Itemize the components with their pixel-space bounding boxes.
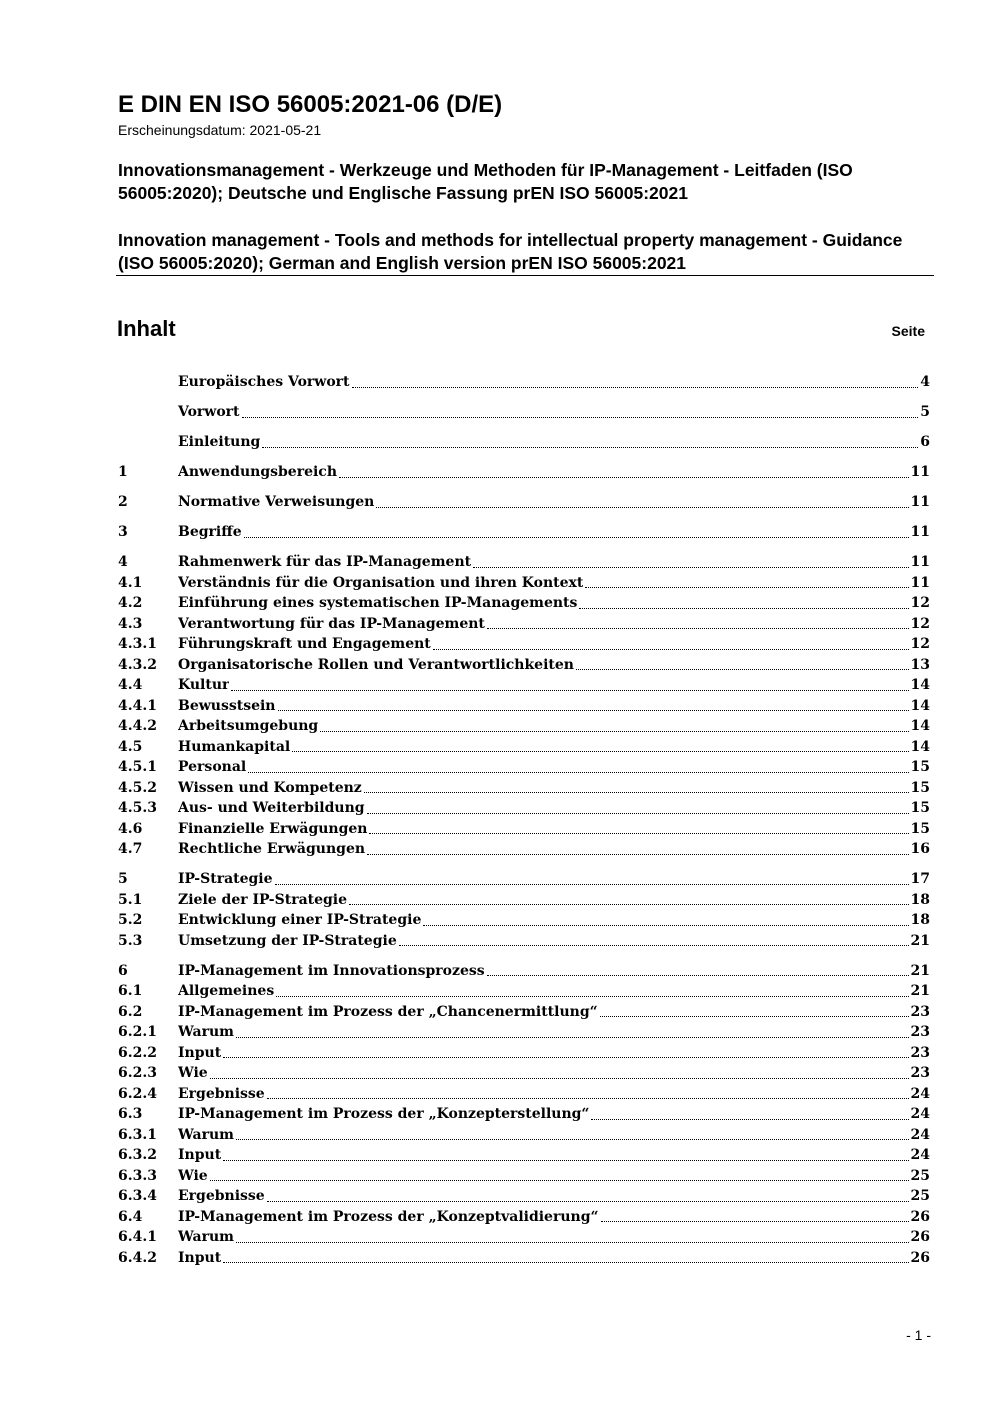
toc-entry-page: 23 xyxy=(910,1003,930,1020)
toc-entry[interactable] xyxy=(118,961,930,982)
toc-entry-page: 14 xyxy=(910,718,930,734)
toc-dot-leader xyxy=(487,975,909,976)
toc-entry-page: 24 xyxy=(910,1126,930,1143)
toc-entry[interactable] xyxy=(118,798,930,819)
toc-entry-title: Input xyxy=(178,1044,222,1061)
toc-entry[interactable] xyxy=(118,737,930,758)
toc-entry-number: 6.4.2 xyxy=(118,1249,157,1266)
toc-entry-title: Bewusstsein xyxy=(178,697,276,714)
toc-entry[interactable] xyxy=(118,1002,930,1023)
toc-dot-leader xyxy=(601,1221,909,1222)
toc-dot-leader xyxy=(244,537,909,538)
toc-entry-title: Warum xyxy=(178,1229,234,1245)
toc-entry-number: 6.3.1 xyxy=(118,1126,157,1143)
toc-entry-number: 4 xyxy=(118,554,128,570)
toc-entry[interactable] xyxy=(118,593,930,614)
toc-dot-leader xyxy=(262,447,918,448)
toc-entry-number: 6.2.3 xyxy=(118,1065,157,1081)
toc-entry[interactable] xyxy=(118,1084,930,1105)
toc-entry-title: Rechtliche Erwägungen xyxy=(178,841,366,857)
toc-entry[interactable] xyxy=(118,931,930,952)
toc-entry[interactable] xyxy=(118,1063,930,1084)
toc-entry-page: 11 xyxy=(910,494,930,510)
toc-entry-number: 6 xyxy=(118,962,128,979)
toc-dot-leader xyxy=(585,587,908,588)
toc-entry-number: 5 xyxy=(118,871,128,887)
toc-entry-title: Ergebnisse xyxy=(178,1085,265,1102)
toc-page-column-label: Seite xyxy=(891,323,925,339)
toc-entry-page: 25 xyxy=(910,1167,930,1184)
toc-dot-leader xyxy=(231,690,908,691)
toc-entry-number: 4.3.1 xyxy=(118,636,157,652)
toc-entry-page: 18 xyxy=(910,891,930,908)
toc-dot-leader xyxy=(236,1139,909,1140)
toc-dot-leader xyxy=(352,387,919,388)
toc-dot-leader xyxy=(210,1180,909,1181)
toc-entry-page: 12 xyxy=(910,636,930,652)
toc-entry-page: 14 xyxy=(910,697,930,714)
toc-entry-title: Aus- und Weiterbildung xyxy=(178,800,365,816)
toc-entry[interactable] xyxy=(118,1227,930,1248)
toc-entry[interactable] xyxy=(118,1043,930,1064)
toc-entry-page: 11 xyxy=(910,524,930,540)
toc-dot-leader xyxy=(369,833,908,834)
toc-entry-page: 26 xyxy=(910,1229,930,1245)
toc-entry-title: IP-Strategie xyxy=(178,871,273,887)
toc-entry[interactable] xyxy=(118,696,930,717)
toc-entry-title: IP-Management im Innovationsprozess xyxy=(178,962,485,979)
toc-dot-leader xyxy=(579,608,908,609)
table-of-contents xyxy=(118,372,930,1268)
toc-entry-page: 17 xyxy=(910,871,930,887)
toc-dot-leader xyxy=(487,628,909,629)
toc-entry[interactable] xyxy=(118,402,930,423)
toc-dot-leader xyxy=(248,772,908,773)
toc-entry-page: 12 xyxy=(910,615,930,632)
toc-entry-page: 11 xyxy=(910,464,930,480)
toc-entry-number: 4.5 xyxy=(118,738,143,755)
toc-entry-page: 26 xyxy=(910,1208,930,1225)
toc-entry-title: Rahmenwerk für das IP-Management xyxy=(178,554,472,570)
toc-entry[interactable] xyxy=(118,1145,930,1166)
toc-entry-page: 4 xyxy=(920,374,930,390)
toc-entry-page: 5 xyxy=(920,404,930,420)
toc-entry-page: 18 xyxy=(910,912,930,928)
toc-entry-number: 4.1 xyxy=(118,574,143,591)
toc-entry-number: 6.4 xyxy=(118,1208,143,1225)
toc-entry-number: 2 xyxy=(118,494,128,510)
toc-entry[interactable] xyxy=(118,910,930,931)
toc-entry-number: 4.2 xyxy=(118,595,143,611)
toc-entry-number: 4.4.1 xyxy=(118,697,157,714)
toc-entry-title: Finanzielle Erwägungen xyxy=(178,820,368,837)
toc-entry[interactable] xyxy=(118,890,930,911)
toc-entry-page: 6 xyxy=(920,434,930,450)
toc-dot-leader xyxy=(320,731,908,732)
toc-entry[interactable] xyxy=(118,462,930,483)
toc-entry-number: 4.5.3 xyxy=(118,800,157,816)
toc-entry-page: 13 xyxy=(910,656,930,673)
toc-entry-number: 5.3 xyxy=(118,932,143,949)
toc-entry-title: Input xyxy=(178,1249,222,1266)
toc-entry-number: 6.2.2 xyxy=(118,1044,157,1061)
toc-entry[interactable] xyxy=(118,1104,930,1125)
toc-entry[interactable] xyxy=(118,492,930,513)
toc-entry-title: Begriffe xyxy=(178,524,242,540)
toc-entry-page: 21 xyxy=(910,962,930,979)
toc-entry[interactable] xyxy=(118,1248,930,1269)
toc-entry-page: 23 xyxy=(910,1024,930,1040)
toc-entry-title: Warum xyxy=(178,1126,234,1143)
toc-entry-number: 6.3.3 xyxy=(118,1167,157,1184)
toc-dot-leader xyxy=(367,854,908,855)
toc-dot-leader xyxy=(364,792,909,793)
toc-entry-number: 5.2 xyxy=(118,912,143,928)
toc-entry-number: 4.5.1 xyxy=(118,759,157,775)
toc-dot-leader xyxy=(242,417,919,418)
toc-entry[interactable] xyxy=(118,1166,930,1187)
toc-entry-title: Personal xyxy=(178,759,247,775)
toc-entry-page: 14 xyxy=(910,677,930,693)
toc-dot-leader xyxy=(376,507,908,508)
toc-entry-title: Umsetzung der IP-Strategie xyxy=(178,932,397,949)
toc-entry-title: Wie xyxy=(178,1167,208,1184)
toc-entry[interactable] xyxy=(118,869,930,890)
toc-entry[interactable] xyxy=(118,778,930,799)
toc-entry-title: Führungskraft und Engagement xyxy=(178,636,431,652)
toc-entry-page: 15 xyxy=(910,779,930,796)
toc-entry-title: Verständnis für die Organisation und ihren Kontext xyxy=(178,574,584,591)
toc-dot-leader xyxy=(275,884,909,885)
toc-entry-page: 15 xyxy=(910,820,930,837)
toc-entry[interactable] xyxy=(118,522,930,543)
toc-dot-leader xyxy=(276,996,908,997)
toc-dot-leader xyxy=(349,904,908,905)
toc-entry-title: Einführung eines systematischen IP-Managements xyxy=(178,595,578,611)
toc-heading: Inhalt xyxy=(117,316,176,341)
toc-entry-page: 12 xyxy=(910,595,930,611)
toc-entry-number: 4.3.2 xyxy=(118,656,157,673)
title-divider xyxy=(116,275,934,276)
toc-entry-title: Vorwort xyxy=(178,404,240,420)
toc-entry-title: Normative Verweisungen xyxy=(178,494,375,510)
toc-entry[interactable] xyxy=(118,614,930,635)
title-german: Innovationsmanagement - Werkzeuge und Methoden für IP-Management - Leitfaden (ISO 56005:2020); Deutsche und Englische Fassung prEN ISO 56005:2021 xyxy=(118,160,853,203)
toc-entry-title: IP-Management im Prozess der „Chancenermittlung“ xyxy=(178,1003,598,1020)
document-id: E DIN EN ISO 56005:2021-06 (D/E) xyxy=(118,91,503,118)
title-english: Innovation management - Tools and methods for intellectual property management - Guidance (ISO 56005:2020); German and English version prEN ISO 56005:2021 xyxy=(118,230,903,273)
toc-entry[interactable] xyxy=(118,981,930,1002)
page-number: - 1 - xyxy=(906,1327,931,1343)
toc-dot-leader xyxy=(223,1262,908,1263)
toc-entry-page: 24 xyxy=(910,1085,930,1102)
toc-dot-leader xyxy=(236,1242,909,1243)
toc-dot-leader xyxy=(339,477,909,478)
toc-entry-title: Europäisches Vorwort xyxy=(178,374,350,390)
toc-entry-title: IP-Management im Prozess der „Konzeptvalidierung“ xyxy=(178,1208,599,1225)
toc-entry-page: 15 xyxy=(910,800,930,816)
toc-entry-page: 26 xyxy=(910,1249,930,1266)
toc-dot-leader xyxy=(433,649,909,650)
toc-dot-leader xyxy=(423,925,908,926)
toc-entry-title: Input xyxy=(178,1147,222,1163)
toc-dot-leader xyxy=(278,710,909,711)
toc-entry-page: 24 xyxy=(910,1147,930,1163)
toc-entry-title: Humankapital xyxy=(178,738,291,755)
toc-entry[interactable] xyxy=(118,839,930,860)
toc-entry-page: 14 xyxy=(910,738,930,755)
toc-entry-page: 21 xyxy=(910,983,930,999)
toc-entry-page: 24 xyxy=(910,1106,930,1122)
toc-entry-page: 11 xyxy=(910,574,930,591)
toc-entry-page: 11 xyxy=(910,554,930,570)
toc-entry-page: 21 xyxy=(910,932,930,949)
toc-entry-title: Ergebnisse xyxy=(178,1188,265,1204)
toc-entry[interactable] xyxy=(118,675,930,696)
toc-entry[interactable] xyxy=(118,432,930,453)
toc-entry-page: 25 xyxy=(910,1188,930,1204)
toc-dot-leader xyxy=(367,813,909,814)
toc-entry-number: 6.4.1 xyxy=(118,1229,157,1245)
toc-entry-number: 6.2 xyxy=(118,1003,143,1020)
toc-entry-title: Arbeitsumgebung xyxy=(178,718,319,734)
toc-entry-number: 6.1 xyxy=(118,983,143,999)
toc-entry[interactable] xyxy=(118,1022,930,1043)
toc-entry-number: 6.3 xyxy=(118,1106,143,1122)
toc-dot-leader xyxy=(210,1078,909,1079)
toc-entry-title: Verantwortung für das IP-Management xyxy=(178,615,485,632)
toc-entry-number: 4.4.2 xyxy=(118,718,157,734)
toc-entry-title: Wissen und Kompetenz xyxy=(178,779,362,796)
toc-entry-number: 4.4 xyxy=(118,677,143,693)
toc-entry-number: 4.7 xyxy=(118,841,143,857)
toc-entry-number: 1 xyxy=(118,464,128,480)
toc-dot-leader xyxy=(223,1057,908,1058)
toc-entry-page: 16 xyxy=(910,841,930,857)
toc-entry-number: 4.3 xyxy=(118,615,143,632)
toc-dot-leader xyxy=(236,1037,909,1038)
toc-entry-number: 6.2.1 xyxy=(118,1024,157,1040)
toc-entry[interactable] xyxy=(118,1207,930,1228)
toc-entry-title: Wie xyxy=(178,1065,208,1081)
toc-entry[interactable] xyxy=(118,757,930,778)
toc-entry-number: 4.5.2 xyxy=(118,779,157,796)
toc-dot-leader xyxy=(399,945,909,946)
toc-entry-number: 6.3.4 xyxy=(118,1188,157,1204)
toc-entry[interactable] xyxy=(118,372,930,393)
toc-entry-page: 23 xyxy=(910,1065,930,1081)
toc-entry-title: Ziele der IP-Strategie xyxy=(178,891,348,908)
toc-dot-leader xyxy=(576,669,909,670)
toc-entry-page: 23 xyxy=(910,1044,930,1061)
toc-entry[interactable] xyxy=(118,1186,930,1207)
toc-entry[interactable] xyxy=(118,552,930,573)
toc-entry-title: Kultur xyxy=(178,677,230,693)
toc-entry[interactable] xyxy=(118,819,930,840)
toc-entry[interactable] xyxy=(118,655,930,676)
toc-entry-title: Anwendungsbereich xyxy=(178,464,337,480)
toc-entry-number: 3 xyxy=(118,524,128,540)
toc-entry-number: 6.2.4 xyxy=(118,1085,157,1102)
toc-dot-leader xyxy=(600,1016,909,1017)
toc-entry-title: IP-Management im Prozess der „Konzepterstellung“ xyxy=(178,1106,590,1122)
toc-entry-page: 15 xyxy=(910,759,930,775)
toc-entry-title: Organisatorische Rollen und Verantwortlichkeiten xyxy=(178,656,574,673)
publication-date: Erscheinungsdatum: 2021-05-21 xyxy=(118,122,322,138)
toc-entry-title: Entwicklung einer IP-Strategie xyxy=(178,912,422,928)
toc-entry[interactable] xyxy=(118,573,930,594)
toc-entry[interactable] xyxy=(118,1125,930,1146)
toc-entry-title: Einleitung xyxy=(178,434,261,450)
toc-entry-number: 6.3.2 xyxy=(118,1147,157,1163)
toc-entry-number: 5.1 xyxy=(118,891,143,908)
toc-dot-leader xyxy=(267,1201,909,1202)
toc-dot-leader xyxy=(591,1119,908,1120)
toc-entry[interactable] xyxy=(118,634,930,655)
toc-entry[interactable] xyxy=(118,716,930,737)
toc-dot-leader xyxy=(473,567,908,568)
toc-entry-title: Warum xyxy=(178,1024,234,1040)
toc-entry-number: 4.6 xyxy=(118,820,143,837)
toc-dot-leader xyxy=(292,751,908,752)
toc-dot-leader xyxy=(267,1098,909,1099)
toc-dot-leader xyxy=(223,1160,908,1161)
toc-entry-title: Allgemeines xyxy=(178,983,275,999)
